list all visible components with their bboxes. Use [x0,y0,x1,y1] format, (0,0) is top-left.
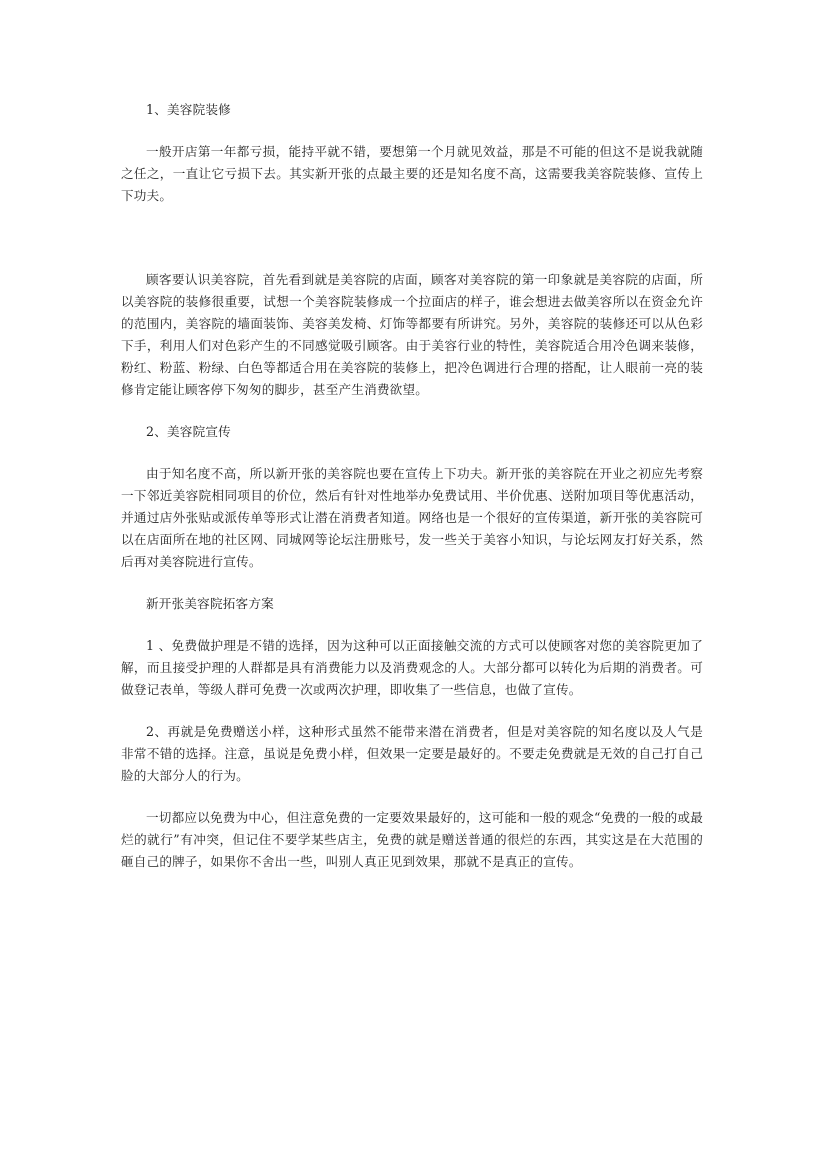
section-heading-promotion: 2、美容院宣传 [146,424,231,439]
paragraph-storefront: 顾客要认识美容院，首先看到就是美容院的店面，顾客对美容院的第一印象就是美容院的店面，所以美容院的装修很重要，试想一个美容院装修成一个拉面店的样子，谁会想进去做美容所以在资金允许的范围内，美容院的墙面装饰、美容美发椅、灯饰等都要有所讲究。另外，美容院的装修还可以从色彩下手，利用人们对色彩产生的不同感觉吸引顾客。由于美容行业的特性，美容院适合用冷色调来装修，粉红、粉蓝、粉绿、白色等都适合用在美容院的装修上，把冷色调进行合理的搭配，让人眼前一亮的装修肯定能让顾客停下匆匆的脚步，甚至产生消费欲望。 [121,272,703,397]
section-heading-decoration: 1、美容院装修 [146,102,231,117]
paragraph-promotion: 由于知名度不高，所以新开张的美容院也要在宣传上下功夫。新开张的美容院在开业之初应先考察一下邻近美容院相同项目的价位，然后有针对性地举办免费试用、半价优惠、送附加项目等优惠活动，并通过店外张贴或派传单等形式让潜在消费者知道。网络也是一个很好的宣传渠道，新开张的美容院可以在店面所在地的社区网、同城网等论坛注册账号，发一些关于美容小知识，与论坛网友打好关系，然后再对美容院进行宣传。 [121,466,703,569]
paragraph-free-center: 一切都应以免费为中心，但注意免费的一定要效果最好的，这可能和一般的观念“免费的一般的或最烂的就行”有冲突，但记住不要学某些店主，免费的就是赠送普通的很烂的东西，其实这是在大范围的砸自己的牌子，如果你不舍出一些，叫别人真正见到效果，那就不是真正的宣传。 [121,810,703,869]
paragraph-free-samples: 2、再就是免费赠送小样，这种形式虽然不能带来潜在消费者，但是对美容院的知名度以及人气是非常不错的选择。注意，虽说是免费小样，但效果一定要是最好的。不要走免费就是无效的自己打自己脸的大部分人的行为。 [121,724,703,783]
section-heading-customer-plan: 新开张美容院拓客方案 [146,596,274,611]
paragraph-free-care: 1 、免费做护理是不错的选择，因为这种可以正面接触交流的方式可以使顾客对您的美容院更加了解，而且接受护理的人群都是具有消费能力以及消费观念的人。大部分都可以转化为后期的消费者。可做登记表单，等级人群可免费一次或两次护理，即收集了一些信息，也做了宣传。 [121,638,703,697]
paragraph-intro: 一般开店第一年都亏损，能持平就不错，要想第一个月就见效益，那是不可能的但这不是说我就随之任之，一直让它亏损下去。其实新开张的点最主要的还是知名度不高，这需要我美容院装修、宣传上下功夫。 [121,144,703,203]
document-body [121,99,703,873]
